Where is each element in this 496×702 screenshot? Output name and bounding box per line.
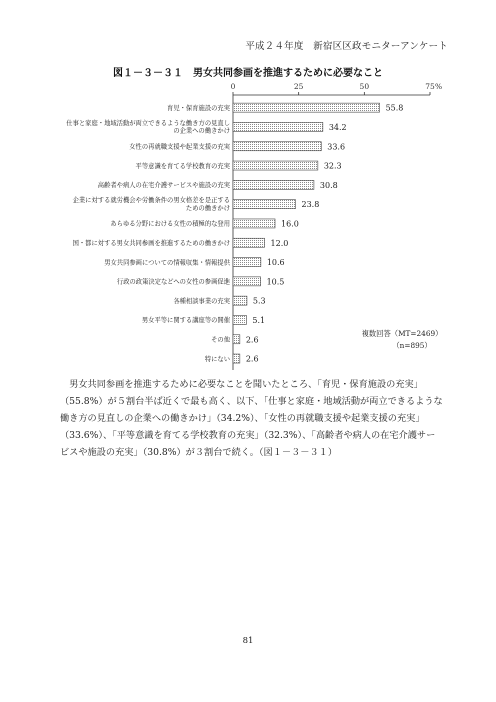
page-header: 平成２４年度 新宿区区政モニターアンケート — [245, 41, 448, 52]
bar — [233, 142, 321, 151]
value-label: 10.5 — [266, 277, 285, 287]
response-note: 複数回答（MT=2469） — [361, 329, 443, 338]
value-label: 16.0 — [281, 219, 299, 229]
bar — [233, 258, 261, 267]
summary-paragraph: 男女共同参画を推進するために必要なことを聞いたところ、「育児・保育施設の充実」（55.8%）が５割台半ば近くで最も高く、以下、「仕事と家庭・地域活動が両立できるような働き方の見直しの企業への働きかけ」（34.2%）、「女性の再就職支援や起業支援の充実」（33.6%）、「平等意識を育てる学校教育の充実」（32.3%）、「高齢者や病人の在宅介護サービスや施設の充実」（30.8%）が３割台で続く。（図１－３－３１） — [60, 379, 443, 458]
category-label: 行政の政策決定などへの女性の参画促進 — [116, 278, 230, 286]
category-label: 育児・保育施設の充実 — [167, 104, 230, 112]
bar — [233, 238, 265, 247]
value-label: 10.6 — [266, 258, 285, 268]
category-label: 男女平等に関する講座等の開催 — [141, 317, 230, 325]
bar — [233, 315, 246, 324]
unit-label: % — [435, 82, 443, 91]
bar-chart — [0, 78, 496, 370]
value-label: 2.6 — [245, 354, 259, 364]
sample-size-note: （n=895） — [392, 341, 432, 350]
value-label: 12.0 — [270, 238, 289, 248]
category-label: 国・都に対する男女共同参画を推進するための働きかけ — [72, 239, 230, 247]
category-label: 平等意識を育てる学校教育の充実 — [135, 162, 230, 170]
category-label: その他 — [211, 336, 230, 344]
bar — [233, 335, 240, 344]
value-label: 23.8 — [301, 200, 320, 210]
value-label: 55.8 — [385, 103, 404, 113]
bar — [233, 200, 296, 209]
value-label: 34.2 — [328, 122, 347, 132]
bar — [233, 219, 275, 228]
value-label: 30.8 — [319, 180, 338, 190]
page-number: 81 — [242, 636, 254, 646]
category-label: の企業への働きかけ — [173, 127, 230, 135]
bar — [233, 161, 318, 170]
value-label: 2.6 — [245, 335, 259, 345]
value-label: 5.1 — [252, 315, 266, 325]
bar — [233, 180, 314, 189]
figure-title: 図１－３－３１ 男女共同参画を推進するために必要なこと — [113, 68, 383, 79]
category-label: 企業に対する就労機会や労働条件の男女格差を是正する — [72, 196, 230, 204]
category-label: 特にない — [204, 355, 230, 363]
bar — [233, 277, 261, 286]
bar — [233, 122, 323, 131]
category-label: 各種相談事業の充実 — [173, 297, 230, 305]
category-label: 男女共同参画についての情報収集・情報提供 — [104, 259, 230, 267]
bar — [233, 354, 240, 363]
category-label: 高齢者や病人の在宅介護サービスや施設の充実 — [97, 182, 230, 190]
value-label: 33.6 — [327, 142, 346, 152]
category-label: 仕事と家庭・地域活動が両立できるような働き方の見直し — [66, 119, 230, 127]
x-tick-label: 75 — [425, 82, 435, 91]
bar — [233, 103, 380, 112]
x-tick-label: 50 — [359, 82, 370, 91]
category-label: ための働きかけ — [185, 204, 230, 212]
x-tick-label: 0 — [230, 82, 236, 91]
value-label: 5.3 — [252, 296, 266, 306]
bar — [233, 296, 247, 305]
x-tick-label: 25 — [293, 82, 304, 91]
category-label: 女性の再就職支援や起業支援の充実 — [129, 143, 230, 151]
value-label: 32.3 — [323, 161, 342, 171]
category-label: あらゆる分野における女性の積極的な登用 — [110, 220, 230, 228]
